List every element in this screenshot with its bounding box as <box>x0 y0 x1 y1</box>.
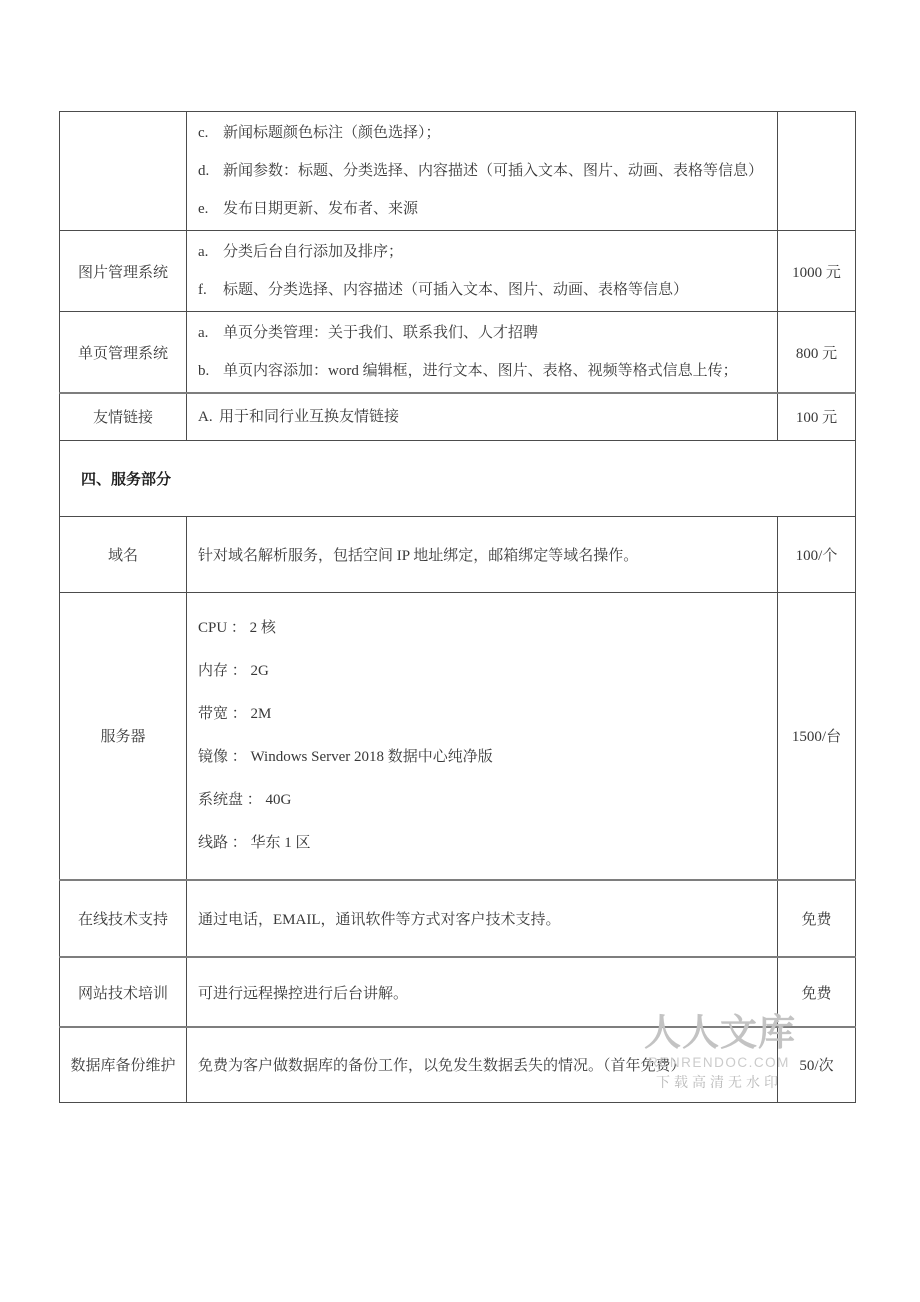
table-row-server <box>60 592 856 880</box>
table-row-domain <box>60 516 856 592</box>
watermark-domain: RENRENDOC.COM <box>648 1054 790 1070</box>
service-desc-cell <box>187 880 778 957</box>
price-cell: 100 元 <box>778 393 856 440</box>
price-cell: 1000 元 <box>778 231 856 312</box>
table-row-news-continued <box>60 112 856 231</box>
price-cell: 100/个 <box>778 516 856 592</box>
list-item <box>198 114 769 152</box>
list-item <box>198 314 769 352</box>
list-marker: e. <box>198 201 209 217</box>
list-marker: a. <box>198 325 209 341</box>
price-cell <box>778 112 856 231</box>
feature-desc-cell <box>187 393 778 440</box>
server-spec-memory: 内存 ： 2G <box>198 662 269 679</box>
table-row-friend-links <box>60 393 856 440</box>
list-item-text: 新闻参数：标题、分类选择、内容描述（可插入文本、图片、动画、表格等信息） <box>223 163 764 179</box>
list-marker: d. <box>198 163 210 179</box>
service-name-cell: 服务器 <box>60 592 187 880</box>
server-spec-disk: 系统盘 ： 40G <box>198 791 292 808</box>
service-name-cell: 在线技术支持 <box>60 880 187 957</box>
feature-name-cell: 图片管理系统 <box>60 231 187 312</box>
feature-name-cell: 单页管理系统 <box>60 312 187 394</box>
feature-desc-cell <box>187 231 778 312</box>
list-marker: f. <box>198 282 207 298</box>
list-marker: A. <box>198 408 213 425</box>
list-item-text: 新闻标题颜色标注（颜色选择）； <box>223 125 441 141</box>
list-item-text: 用于和同行业互换友情链接 <box>219 408 400 425</box>
list-item-text: 发布日期更新、发布者、来源 <box>223 201 419 217</box>
feature-desc-cell <box>187 312 778 394</box>
list-item <box>198 152 769 190</box>
list-marker: c. <box>198 125 209 141</box>
service-desc-text: 可进行远程操控进行后台讲解。 <box>198 985 409 1002</box>
service-name-cell: 域名 <box>60 516 187 592</box>
service-name-cell: 网站技术培训 <box>60 957 187 1027</box>
list-item-text: 标题、分类选择、内容描述（可插入文本、图片、动画、表格等信息） <box>223 282 689 298</box>
feature-desc-cell <box>187 112 778 231</box>
table-row-training <box>60 957 856 1027</box>
section-heading: 四、服务部分 <box>60 440 856 516</box>
list-item <box>198 398 769 436</box>
service-desc-text: 通过电话，EMAIL，通讯软件等方式对客户技术支持。 <box>198 912 561 928</box>
list-item-text: 分类后台自行添加及排序； <box>223 244 404 260</box>
list-item <box>198 271 769 309</box>
server-spec-image: 镜像 ： Windows Server 2018 数据中心纯净版 <box>198 748 493 765</box>
list-item-text: 单页内容添加：word 编辑框，进行文本、图片、表格、视频等格式信息上传； <box>223 363 738 379</box>
server-spec-cpu: CPU ： 2 核 <box>198 619 276 636</box>
service-name-cell: 数据库备份维护 <box>60 1027 187 1102</box>
service-desc-text: 针对域名解析服务，包括空间 IP 地址绑定，邮箱绑定等域名操作。 <box>198 547 639 564</box>
list-item-text: 单页分类管理：关于我们、联系我们、人才招聘 <box>223 325 539 341</box>
price-cell: 1500/台 <box>778 592 856 880</box>
service-desc-cell <box>187 516 778 592</box>
service-desc-cell <box>187 957 778 1027</box>
service-desc-cell <box>187 1027 778 1102</box>
watermark-brand: 人人文库 <box>644 1013 796 1054</box>
feature-name-cell: 友情链接 <box>60 393 187 440</box>
price-cell: 免费 <box>778 880 856 957</box>
price-cell: 800 元 <box>778 312 856 394</box>
table-row-db-backup <box>60 1027 856 1102</box>
service-desc-cell <box>187 592 778 880</box>
list-item <box>198 233 769 271</box>
watermark-tagline: 下载高清无水印 <box>656 1075 782 1091</box>
section-heading-row <box>60 440 856 516</box>
service-desc-text: 免费为客户做数据库的备份工作，以免发生数据丢失的情况。（首年免费） <box>198 1058 686 1075</box>
table-row-online-support <box>60 880 856 957</box>
server-spec-bandwidth: 带宽 ： 2M <box>198 705 272 722</box>
table-row-image-system <box>60 231 856 312</box>
price-cell: 50/次 <box>778 1027 856 1102</box>
list-marker: a. <box>198 244 209 260</box>
price-cell: 免费 <box>778 957 856 1027</box>
table-row-singlepage-system <box>60 312 856 394</box>
list-marker: b. <box>198 363 210 379</box>
server-spec-line: 线路 ： 华东 1 区 <box>198 834 311 851</box>
list-item <box>198 352 769 390</box>
feature-name-cell <box>60 112 187 231</box>
list-item <box>198 190 769 228</box>
pricing-table <box>59 111 856 1103</box>
